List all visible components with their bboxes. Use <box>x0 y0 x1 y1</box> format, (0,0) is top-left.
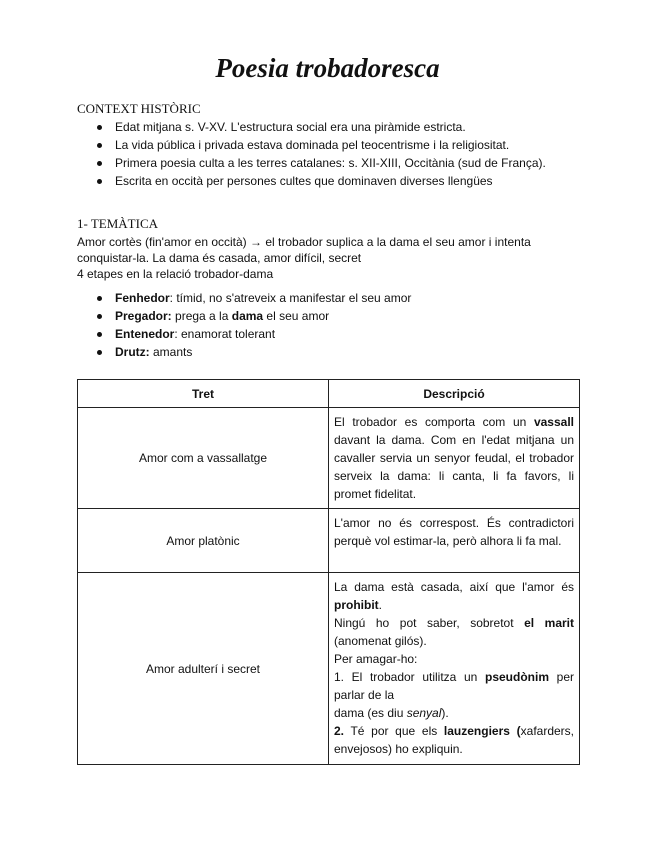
stages-intro: 4 etapes en la relació trobador-dama <box>77 267 274 281</box>
list-item <box>77 343 587 361</box>
trait-cell: Amor com a vassallatge <box>78 408 329 509</box>
tematica-heading: 1- TEMÀTICA <box>77 216 159 231</box>
description-line <box>334 614 574 650</box>
page-title: Poesia trobadoresca <box>215 53 440 83</box>
context-list <box>77 118 587 190</box>
stage-term: Fenhedor <box>115 291 170 305</box>
stage-desc-bold: dama <box>231 309 264 323</box>
description-cell <box>329 408 580 509</box>
table-header-row <box>78 380 580 408</box>
list-item <box>77 289 587 307</box>
traits-table <box>77 379 580 765</box>
trait-cell: Amor adulterí i secret <box>78 573 329 765</box>
stage-desc: el seu amor <box>263 309 330 323</box>
stage-term: Entenedor <box>115 327 175 341</box>
table-row <box>78 573 580 765</box>
table-row <box>78 408 580 509</box>
stage-term: Drutz: <box>115 345 150 359</box>
description-bold: pseudònim <box>484 670 549 684</box>
description-text: (anomenat gilós). <box>334 634 427 648</box>
list-item <box>77 325 587 343</box>
description-cell <box>329 573 580 765</box>
description-line <box>334 704 574 722</box>
description-text: dama (es diu <box>334 706 407 720</box>
description-line: Per amagar-ho: <box>334 652 418 666</box>
description-text: . <box>378 598 382 612</box>
stage-desc: prega a la <box>171 309 232 323</box>
description-italic: senyal <box>406 706 442 720</box>
description-bold: 2. <box>334 724 345 738</box>
description-text: Té por que els <box>344 724 444 738</box>
description-text: davant la dama. Com en l'edat mitjana un cavaller servia un senyor feudal, el trobador serveix la dama: li canta, li fa favors, li promet fidelitat. <box>334 433 574 501</box>
description-text: El trobador es comporta com un <box>334 415 534 429</box>
stages-list <box>77 289 587 361</box>
intro-line: Amor cortès (fin'amor en occità) → el trobador suplica a la dama el seu amor i intenta <box>77 235 531 249</box>
list-item: Primera poesia culta a les terres catalanes: s. XII-XIII, Occitània (sud de França). <box>77 154 587 172</box>
context-heading: CONTEXT HISTÒRIC <box>77 101 201 116</box>
description-cell: L'amor no és correspost. És contradictori perquè vol estimar-la, però alhora li fa mal. <box>329 509 580 573</box>
description-text: Ningú ho pot saber, sobretot <box>334 616 525 630</box>
description-bold: ( <box>509 724 521 738</box>
stage-desc: amants <box>149 345 193 359</box>
intro-line: conquistar-la. La dama és casada, amor difícil, secret <box>77 251 362 265</box>
description-bold: el marit <box>524 616 574 630</box>
list-item <box>77 307 587 325</box>
description-line <box>334 578 574 614</box>
description-bold: lauzengiers <box>443 724 510 738</box>
list-item: Edat mitjana s. V-XV. L'estructura social era una piràmide estricta. <box>77 118 587 136</box>
stage-desc: : enamorat tolerant <box>174 327 276 341</box>
description-text: xafarders, envejosos) ho expliquin. <box>334 724 574 756</box>
description-text: La dama està casada, així que l'amor és <box>334 580 574 594</box>
list-item: La vida pública i privada estava dominada pel teocentrisme i la religiositat. <box>77 136 587 154</box>
trait-cell: Amor platònic <box>78 509 329 573</box>
description-line <box>334 722 574 758</box>
description-bold: vassall <box>533 415 574 429</box>
description-text: 1. El trobador utilitza un <box>334 670 485 684</box>
stage-term: Pregador: <box>115 309 172 323</box>
list-item: Escrita en occità per persones cultes que dominaven diverses llengües <box>77 172 587 190</box>
column-header-description: Descripció <box>329 380 580 408</box>
description-text: ). <box>441 706 449 720</box>
column-header-trait: Tret <box>78 380 329 408</box>
table-row <box>78 509 580 573</box>
description-bold: prohibit <box>334 598 379 612</box>
stage-desc: : tímid, no s'atreveix a manifestar el seu amor <box>169 291 412 305</box>
tematica-intro <box>77 234 577 282</box>
description-text: per parlar de la <box>334 670 574 702</box>
description-line <box>334 668 574 704</box>
